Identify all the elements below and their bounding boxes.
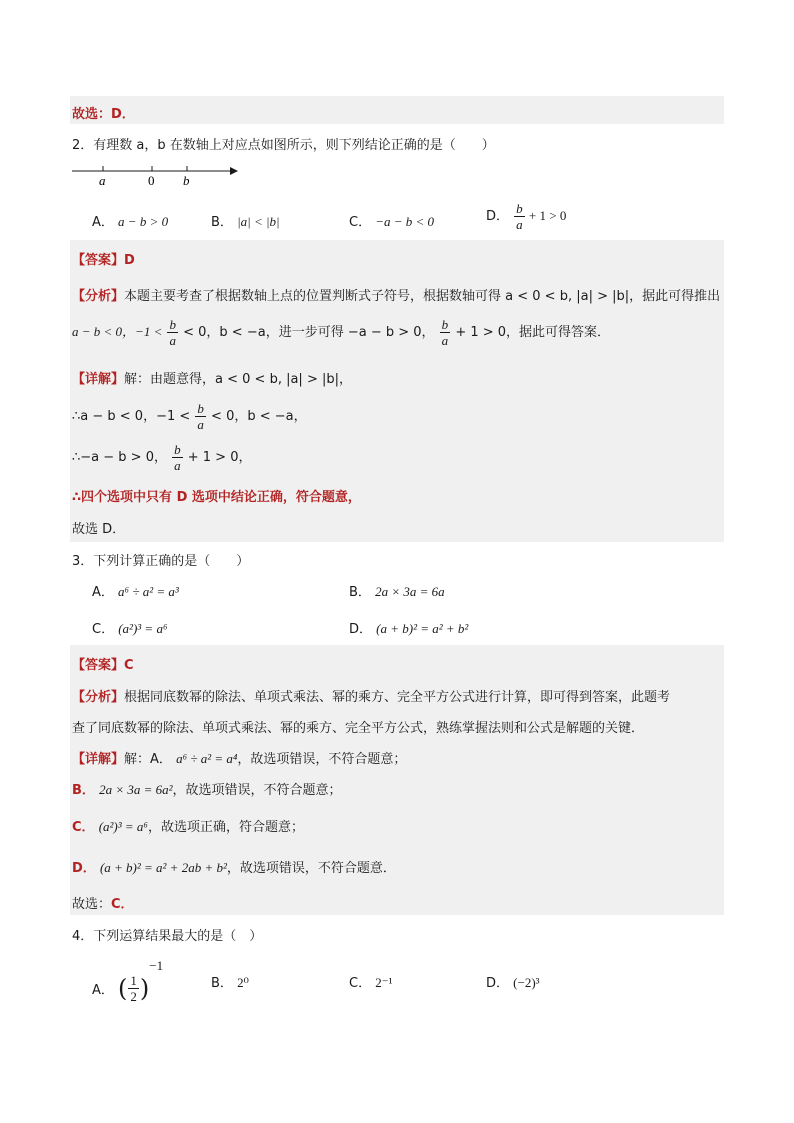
fraction: $\frac{b}{a}$ bbox=[516, 201, 523, 232]
q3-detail-line2: B． 2a × 3a = 6a²，故选项错误，不符合题意； bbox=[72, 782, 342, 798]
q3-analysis-line1: 【分析】根据同底数幂的除法、单项式乘法、幂的乘方、完全平方公式进行计算，即可得到答案，此题考 bbox=[72, 690, 671, 705]
q4-option-b: B． 2⁰ bbox=[211, 975, 249, 991]
fraction: $\frac{b}{a}$ bbox=[169, 317, 176, 348]
numberline-label-b: b bbox=[183, 173, 190, 188]
q3-option-c: C． (a²)³ = a⁶ bbox=[92, 621, 168, 637]
q3-detail-line3: C． (a²)³ = a⁶，故选项正确，符合题意； bbox=[72, 819, 304, 835]
q3-detail-line1: 【详解】解：A． a⁶ ÷ a² = a⁴，故选项错误，不符合题意； bbox=[72, 751, 407, 767]
q2-detail-line3: ∴−a − b > 0， $\frac{b}{a}$ + 1 > 0， bbox=[72, 442, 252, 473]
q2-analysis-line2: a − b < 0，−1 < $\frac{b}{a}$ < 0，b < −a，进一步可得 −a − b > 0， $\frac{b}{a}$ + 1 > 0，据此可得答案． bbox=[72, 317, 611, 348]
q4-stem: 4．下列运算结果最大的是（ ） bbox=[72, 929, 263, 944]
q4-option-c: C． 2⁻¹ bbox=[349, 975, 393, 991]
fraction: $\frac{1}{2}$ bbox=[130, 973, 137, 1004]
fraction: $\frac{b}{a}$ bbox=[174, 442, 181, 473]
numberline-label-0: 0 bbox=[148, 173, 155, 188]
q2-detail-line1: 【详解】解：由题意得，a < 0 < b, |a| > |b|， bbox=[72, 372, 352, 387]
fraction: $\frac{b}{a}$ bbox=[441, 317, 449, 348]
q3-detail-line4: D． (a + b)² = a² + 2ab + b²，故选项错误，不符合题意． bbox=[72, 860, 396, 876]
q2-option-c: C． −a − b < 0 bbox=[349, 214, 435, 230]
prev-conclusion: 故选：D． bbox=[72, 107, 135, 122]
q2-analysis-line1: 【分析】本题主要考查了根据数轴上点的位置判断式子符号，根据数轴可得 a < 0 < b, |a| > |b|，据此可得推出 bbox=[72, 289, 721, 304]
q2-option-a: A． a − b > 0 bbox=[92, 214, 169, 230]
q2-detail-line4: ∴四个选项中只有 D 选项中结论正确，符合题意， bbox=[72, 490, 361, 505]
q3-stem: 3．下列计算正确的是（ ） bbox=[72, 554, 250, 569]
q3-option-b: B． 2a × 3a = 6a bbox=[349, 584, 445, 600]
q3-conclusion: 故选：C． bbox=[72, 897, 134, 912]
q3-analysis-line2: 查了同底数幂的除法、单项式乘法、幂的乘方、完全平方公式，熟练掌握法则和公式是解题的关键． bbox=[72, 721, 645, 736]
q2-conclusion: 故选 D． bbox=[72, 522, 126, 537]
q3-option-d: D． (a + b)² = a² + b² bbox=[349, 621, 469, 637]
q2-option-b: B． |a| < |b| bbox=[211, 214, 280, 230]
q4-option-d: D． (−2)³ bbox=[486, 975, 540, 991]
q2-option-d: D． $\frac{b}{a}$ + 1 > 0 bbox=[486, 201, 567, 232]
q4-option-a: A． ( $\frac{1}{2}$ )$^{-1}$ bbox=[92, 958, 164, 1004]
number-line bbox=[70, 160, 240, 190]
q2-stem: 2．有理数 a，b 在数轴上对应点如图所示，则下列结论正确的是（ ） bbox=[72, 138, 495, 153]
q3-answer: 【答案】C bbox=[72, 658, 134, 673]
q2-detail-line2: ∴a − b < 0，−1 < $\frac{b}{a}$ < 0，b < −a， bbox=[72, 401, 307, 432]
numberline-label-a: a bbox=[99, 173, 106, 188]
fraction: $\frac{b}{a}$ bbox=[197, 401, 204, 432]
prev-conclusion-block bbox=[70, 96, 724, 124]
q2-answer: 【答案】D bbox=[72, 253, 135, 268]
q3-option-a: A． a⁶ ÷ a² = a³ bbox=[92, 584, 179, 600]
